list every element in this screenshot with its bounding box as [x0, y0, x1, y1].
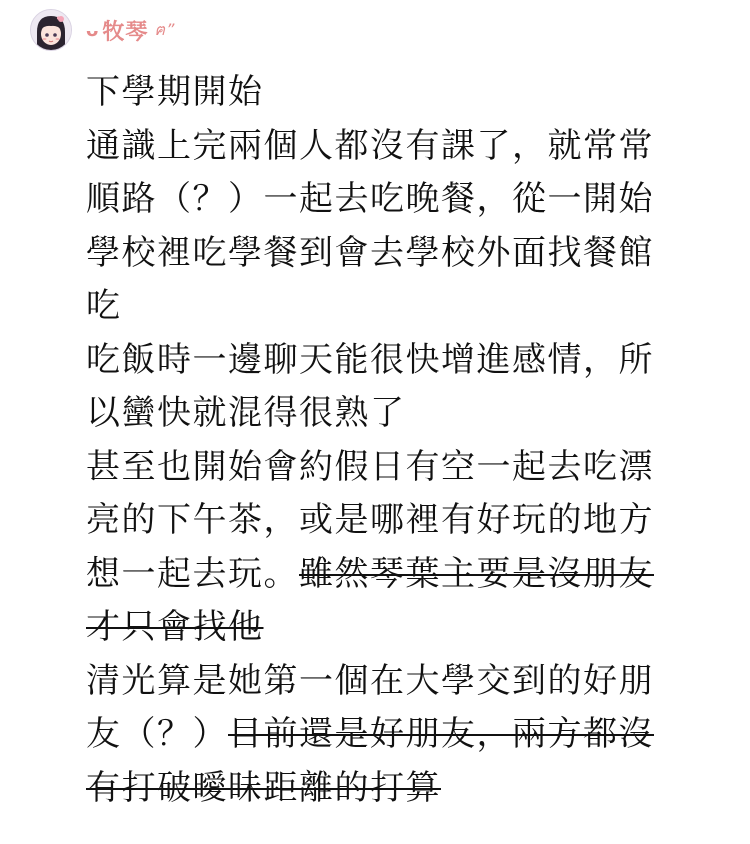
post-header: [30, 8, 175, 52]
user-avatar[interactable]: [30, 9, 72, 51]
avatar-illustration-icon: [31, 10, 71, 50]
post-text: 順路（？）一起去吃晚餐，從一開始: [86, 179, 654, 219]
post-text: 下學期開始: [86, 72, 264, 112]
post-text-line: [86, 548, 698, 602]
post-text: 吃: [86, 286, 122, 326]
strikethrough-text: 才只會找他: [86, 607, 264, 647]
post-text: 學校裡吃學餐到會去學校外面找餐館: [86, 232, 654, 273]
post-text-line: [86, 762, 698, 816]
username[interactable]: [86, 15, 175, 46]
cat-ears-icon: ᴗ: [86, 19, 100, 41]
post-text: 甚至也開始會約假日有空一起去吃漂: [86, 446, 654, 487]
post-text-line: [86, 494, 698, 548]
post-text-line: [86, 334, 698, 388]
post-text: 吃飯時一邊聊天能很快增進感情，所: [86, 339, 654, 380]
strikethrough-text: 目前還是好朋友，兩方都沒: [228, 714, 654, 754]
post-text-line: [86, 173, 698, 227]
post-text-line: [86, 655, 698, 709]
post-text-line: [86, 120, 698, 174]
username-text: 牧琴: [102, 19, 149, 45]
post-text: 以蠻快就混得很熟了: [86, 393, 406, 433]
strikethrough-text: 雖然琴葉主要是沒朋友: [299, 553, 654, 594]
post-text-line: [86, 227, 698, 281]
post-text: 友（？）: [86, 714, 228, 754]
post-text: 亮的下午茶，或是哪裡有好玩的地方: [86, 500, 654, 540]
post-text: 通識上完兩個人都沒有課了，就常常: [86, 125, 654, 166]
username-suffix: ฅ”: [154, 19, 176, 39]
strikethrough-text: 有打破曖昧距離的打算: [86, 767, 441, 808]
post-body: [86, 66, 698, 815]
post-text: 清光算是她第一個在大學交到的好朋: [86, 660, 654, 701]
post-text-line: [86, 601, 698, 655]
post-text: 想一起去玩。: [86, 553, 299, 594]
post-text-line: [86, 66, 698, 120]
post-text-line: [86, 280, 698, 334]
post-text-line: [86, 387, 698, 441]
post-text-line: [86, 441, 698, 495]
post-text-line: [86, 708, 698, 762]
